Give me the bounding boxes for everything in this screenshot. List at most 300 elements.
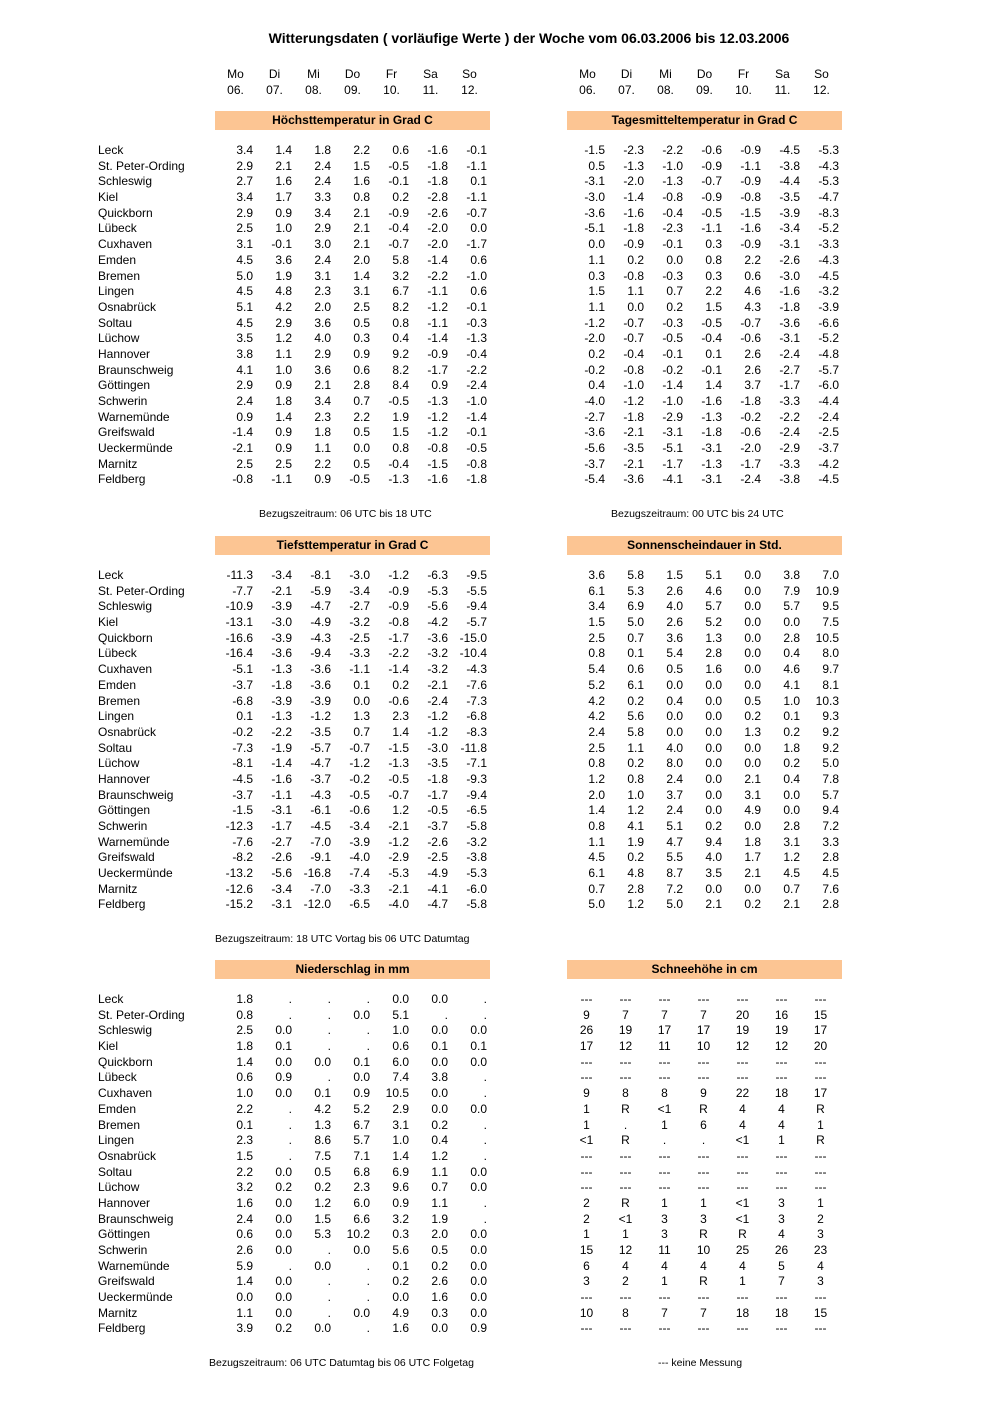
table-cell: --- (736, 1054, 749, 1069)
table-cell: . (366, 1258, 370, 1273)
table-cell: -1.3 (623, 158, 644, 173)
table-cell: --- (736, 1321, 749, 1336)
table-cell: -10.9 (225, 599, 253, 614)
table-cell: -5.5 (466, 583, 487, 598)
table-cell: 1 (622, 1227, 629, 1242)
table-cell: -1.5 (584, 143, 605, 157)
table-cell: -1.5 (740, 205, 761, 220)
table-cell: 17 (696, 1023, 711, 1038)
table-cell: 3.9 (236, 1321, 253, 1336)
table-cell: -2.7 (349, 599, 370, 614)
table-row (220, 378, 492, 394)
table-cell: 0.2 (627, 252, 644, 267)
table-cell: 5.3 (627, 583, 644, 598)
station-name: Ueckermünde (98, 441, 173, 456)
table-cell: -5.1 (662, 441, 683, 456)
table-cell: -3.4 (349, 819, 370, 833)
table-cell: 20 (813, 1039, 828, 1054)
table-cell: --- (619, 1290, 632, 1305)
table-cell: 0.8 (353, 190, 370, 205)
table-cell: 5.7 (353, 1133, 370, 1148)
table-cell: 4.0 (314, 331, 331, 346)
table-cell: 0.0 (705, 771, 722, 786)
table-cell: -1.6 (427, 472, 448, 487)
table-row (220, 756, 492, 772)
table-cell: -0.9 (701, 158, 722, 173)
table-cell: -6.8 (232, 693, 253, 708)
station-name: Osnabrück (98, 724, 157, 739)
table-cell: -4.3 (818, 158, 839, 173)
table-row (220, 772, 492, 788)
table-cell: -0.7 (740, 315, 761, 330)
date-label: 09. (696, 83, 713, 97)
day-label: Di (620, 67, 633, 81)
table-cell: 2.2 (705, 284, 722, 299)
table-cell: 9.2 (392, 346, 409, 361)
station-name: Greifswald (98, 425, 155, 440)
table-cell: -1.2 (388, 568, 409, 582)
station-name: Warnemünde (98, 834, 170, 849)
station-name: Schleswig (98, 1023, 153, 1038)
table-cell: -5.6 (427, 599, 448, 614)
table-cell: -1.2 (427, 709, 448, 724)
table-cell: 0.0 (470, 221, 487, 236)
table-cell: 22 (735, 1086, 750, 1101)
table-cell: 0.0 (470, 1290, 487, 1305)
table-cell: 0.1 (236, 1117, 253, 1132)
table-cell: -0.3 (662, 315, 683, 330)
page-title: Witterungsdaten ( vorläufige Werte ) der Woche vom 06.03.2006 bis 12.03.2006 (268, 30, 790, 46)
table-cell: -3.7 (427, 819, 448, 833)
table-cell: 0.6 (392, 1039, 409, 1054)
table-cell: -2.9 (779, 441, 800, 456)
table-row (567, 1118, 847, 1134)
table-cell: -1.7 (779, 378, 800, 393)
table-cell: 3 (778, 1211, 785, 1226)
table-cell: 9.6 (392, 1180, 409, 1195)
table-row (572, 331, 844, 347)
table-cell: -1.4 (232, 425, 253, 440)
table-cell: 1.5 (588, 284, 605, 299)
table-cell: -3.6 (623, 472, 644, 487)
table-niederschlag (220, 992, 492, 1337)
table-cell: 0.0 (275, 1086, 292, 1101)
table-cell: . (327, 1243, 331, 1257)
table-cell: 7.8 (822, 771, 839, 786)
station-name: Greifswald (98, 1274, 155, 1289)
table-cell: --- (658, 1070, 671, 1085)
table-row (567, 1321, 847, 1337)
table-cell: -4.4 (779, 174, 800, 189)
table-cell: 0.0 (236, 1290, 253, 1305)
table-cell: -9.4 (466, 599, 487, 614)
table-cell: -1.4 (466, 409, 487, 424)
table-row (220, 457, 492, 473)
table-row (220, 316, 492, 332)
table-cell: -1.7 (662, 456, 683, 471)
table-cell: 0.9 (470, 1321, 487, 1336)
table-cell: -1.9 (271, 740, 292, 755)
table-row (220, 1008, 492, 1024)
table-cell: -2.7 (779, 362, 800, 377)
table-cell: 3.1 (783, 834, 800, 849)
table-cell: 4.0 (666, 740, 683, 755)
table-cell: . (483, 1070, 487, 1085)
table-cell: 1 (661, 1195, 668, 1210)
table-cell: -2.1 (427, 677, 448, 692)
table-cell: -8.2 (232, 850, 253, 865)
section-title-mittel: Tagesmitteltemperatur in Grad C (567, 111, 842, 130)
table-cell: 26 (774, 1243, 789, 1257)
table-cell: -3.1 (662, 425, 683, 440)
station-name: Ueckermünde (98, 866, 173, 881)
table-cell: -1.7 (427, 787, 448, 802)
table-cell: -2.2 (271, 724, 292, 739)
table-cell: -2.6 (271, 850, 292, 865)
table-cell: -0.4 (623, 346, 644, 361)
table-cell: 4.8 (275, 284, 292, 299)
table-cell: 1.1 (431, 1164, 448, 1179)
table-cell: 5 (778, 1258, 785, 1273)
table-cell: -1.2 (310, 709, 331, 724)
table-cell: . (483, 1195, 487, 1210)
table-cell: 0.0 (705, 740, 722, 755)
table-cell: 6.7 (392, 284, 409, 299)
table-cell: 0.9 (353, 1086, 370, 1101)
table-cell: -0.5 (701, 205, 722, 220)
table-cell: -0.2 (662, 362, 683, 377)
station-name: Kiel (98, 1039, 119, 1054)
table-cell: 12 (618, 1039, 633, 1054)
table-cell: 3.8 (783, 568, 800, 582)
table-cell: 0.3 (705, 268, 722, 283)
table-cell: 5.7 (822, 787, 839, 802)
table-cell: -15.0 (459, 630, 487, 645)
day-header-right (568, 66, 848, 98)
table-cell: 0.2 (783, 724, 800, 739)
table-cell: -11.8 (460, 740, 487, 755)
table-cell: -3.4 (349, 583, 370, 598)
table-cell: -1.8 (427, 771, 448, 786)
table-cell: -3.3 (779, 394, 800, 408)
table-cell: . (327, 1039, 331, 1054)
table-cell: 0.0 (470, 1274, 487, 1289)
table-cell: 1.0 (275, 221, 292, 236)
table-cell: --- (580, 1164, 593, 1179)
table-cell: -8.1 (232, 756, 253, 771)
table-cell: -1.0 (662, 158, 683, 173)
table-cell: 7.4 (392, 1070, 409, 1085)
table-cell: 2.4 (236, 1211, 253, 1226)
table-cell: -1.3 (662, 174, 683, 189)
table-cell: 4.8 (627, 866, 644, 881)
table-cell: 9.2 (822, 740, 839, 755)
table-cell: -4.5 (310, 819, 331, 833)
table-cell: 7 (778, 1274, 785, 1289)
table-cell: 2.9 (236, 378, 253, 393)
table-cell: -12.6 (225, 881, 253, 896)
table-row (220, 472, 492, 488)
table-cell: -4.5 (818, 268, 839, 283)
table-cell: -0.3 (466, 315, 487, 330)
table-cell: 3.6 (275, 252, 292, 267)
table-cell: 3.1 (744, 787, 761, 802)
table-cell: 0.0 (275, 1305, 292, 1320)
table-cell: 0.8 (588, 819, 605, 833)
table-row (572, 159, 844, 175)
table-cell: -4.1 (427, 881, 448, 896)
date-label: 10. (735, 83, 752, 97)
table-cell: -0.7 (466, 205, 487, 220)
table-cell: 0.2 (392, 190, 409, 205)
table-cell: <1 (735, 1133, 750, 1148)
table-cell: 5.0 (666, 897, 683, 912)
table-cell: -0.2 (740, 409, 761, 424)
day-label: Do (696, 67, 713, 81)
table-row (220, 1023, 492, 1039)
table-cell: 10.2 (346, 1227, 370, 1242)
table-cell: -3.3 (779, 456, 800, 471)
table-cell: 0.9 (275, 441, 292, 456)
table-cell: 1.1 (236, 1305, 253, 1320)
table-cell: -3.9 (310, 693, 331, 708)
table-cell: 0.8 (627, 771, 644, 786)
table-cell: -0.8 (623, 362, 644, 377)
table-cell: -1.4 (427, 252, 448, 267)
table-cell: 7.9 (783, 583, 800, 598)
table-cell: 3.0 (314, 237, 331, 252)
table-cell: 4.3 (744, 299, 761, 314)
station-name: Leck (98, 143, 124, 157)
station-name: Göttingen (98, 803, 151, 818)
day-label: So (814, 67, 829, 81)
table-cell: -4.3 (310, 787, 331, 802)
table-cell: 0.8 (588, 646, 605, 661)
table-cell: 10.9 (815, 583, 839, 598)
table-row (572, 850, 844, 866)
table-cell: 2.1 (314, 378, 331, 393)
table-cell: 1.2 (783, 850, 800, 865)
station-name: Feldberg (98, 1321, 146, 1336)
table-cell: 2.1 (705, 897, 722, 912)
day-label: Di (268, 67, 281, 81)
table-cell: --- (580, 1321, 593, 1336)
table-cell: -6.3 (427, 568, 448, 582)
table-cell: -0.6 (388, 693, 409, 708)
table-cell: 0.2 (627, 756, 644, 771)
table-cell: --- (697, 1321, 710, 1336)
table-cell: 0.5 (588, 158, 605, 173)
table-cell: -2.4 (740, 472, 761, 487)
table-cell: 1.1 (588, 834, 605, 849)
table-row (572, 441, 844, 457)
table-cell: 0.9 (353, 346, 370, 361)
station-name: Osnabrück (98, 299, 157, 314)
table-row (220, 1196, 492, 1212)
table-cell: 2.8 (822, 850, 839, 865)
table-cell: -1.3 (701, 456, 722, 471)
table-cell: -3.6 (271, 646, 292, 661)
table-row (572, 425, 844, 441)
table-cell: 0.9 (275, 205, 292, 220)
table-row (220, 709, 492, 725)
table-cell: 3.8 (431, 1070, 448, 1085)
table-cell: -1.0 (466, 268, 487, 283)
table-cell: -2.5 (427, 850, 448, 865)
table-cell: -1.6 (623, 205, 644, 220)
table-cell: -3.6 (310, 677, 331, 692)
table-cell: 6.6 (353, 1211, 370, 1226)
table-cell: R (621, 1101, 630, 1116)
table-cell: -2.0 (623, 174, 644, 189)
table-cell: R (816, 1101, 825, 1116)
table-cell: 4.5 (236, 284, 253, 299)
table-cell: -7.7 (232, 583, 253, 598)
table-cell: -1.8 (623, 409, 644, 424)
table-cell: 2.4 (314, 174, 331, 189)
table-cell: -1.2 (427, 409, 448, 424)
station-name: Marnitz (98, 456, 138, 471)
table-cell: -0.7 (701, 174, 722, 189)
table-cell: 0.0 (470, 1101, 487, 1116)
table-cell: 0.0 (744, 662, 761, 677)
table-cell: 2.1 (275, 158, 292, 173)
table-cell: 8.7 (666, 866, 683, 881)
table-cell: 0.1 (783, 709, 800, 724)
table-cell: 0.0 (744, 615, 761, 630)
table-cell: 2.8 (783, 630, 800, 645)
table-cell: 0.0 (470, 1227, 487, 1242)
table-cell: -0.2 (584, 362, 605, 377)
table-cell: 1 (583, 1227, 590, 1242)
table-row (220, 159, 492, 175)
station-name: Cuxhaven (98, 662, 153, 677)
table-cell: 12 (735, 1039, 750, 1054)
table-cell: 4.6 (705, 583, 722, 598)
table-cell: -3.4 (271, 881, 292, 896)
table-cell: -1.3 (427, 394, 448, 408)
note-niederschlag: Bezugszeitraum: 06 UTC Datumtag bis 06 UTC Folgetag (209, 1357, 474, 1369)
table-row (567, 1165, 847, 1181)
table-cell: -2.6 (779, 252, 800, 267)
table-cell: 9.7 (822, 662, 839, 677)
table-cell: 1.2 (431, 1148, 448, 1163)
table-cell: -5.3 (388, 866, 409, 881)
table-cell: --- (658, 1180, 671, 1195)
table-cell: 7 (700, 1007, 707, 1022)
table-row (220, 866, 492, 882)
table-cell: 3.1 (314, 268, 331, 283)
table-cell: 2.5 (353, 299, 370, 314)
table-cell: 4.5 (236, 252, 253, 267)
table-cell: -0.5 (701, 315, 722, 330)
table-cell: -16.4 (225, 646, 253, 661)
table-cell: -3.1 (584, 174, 605, 189)
table-row (567, 1055, 847, 1071)
table-cell: 1.2 (392, 803, 409, 818)
table-cell: --- (697, 1180, 710, 1195)
table-cell: 1.2 (627, 897, 644, 912)
table-cell: -3.6 (584, 205, 605, 220)
table-cell: -3.0 (779, 268, 800, 283)
table-cell: 9.3 (822, 709, 839, 724)
table-cell: --- (619, 1321, 632, 1336)
table-cell: 0.8 (236, 1007, 253, 1022)
table-cell: -9.1 (310, 850, 331, 865)
table-cell: 2.8 (822, 897, 839, 912)
table-cell: 5.4 (666, 646, 683, 661)
table-cell: -1.4 (623, 190, 644, 205)
station-name: Emden (98, 252, 137, 267)
table-cell: . (483, 1086, 487, 1101)
table-cell: -0.1 (388, 174, 409, 189)
table-row (567, 1243, 847, 1259)
station-name: Soltau (98, 740, 133, 755)
table-cell: -0.1 (466, 425, 487, 440)
table-cell: 0.4 (666, 693, 683, 708)
table-row (572, 190, 844, 206)
table-cell: 3.2 (236, 1180, 253, 1195)
table-cell: -2.9 (388, 850, 409, 865)
table-row (567, 1306, 847, 1322)
table-cell: -3.9 (779, 205, 800, 220)
table-cell: 0.0 (666, 724, 683, 739)
table-cell: 2.3 (392, 709, 409, 724)
table-cell: 0.6 (236, 1227, 253, 1242)
table-cell: 1 (661, 1117, 668, 1132)
table-cell: --- (580, 1290, 593, 1305)
table-cell: <1 (735, 1211, 750, 1226)
table-row (567, 1023, 847, 1039)
table-cell: -2.9 (662, 409, 683, 424)
table-cell: 1.1 (275, 346, 292, 361)
table-cell: -3.7 (232, 787, 253, 802)
station-name: Lingen (98, 284, 135, 299)
table-cell: -0.7 (388, 237, 409, 252)
table-cell: -3.1 (779, 331, 800, 346)
table-cell: . (288, 1117, 292, 1132)
table-cell: 7.6 (822, 881, 839, 896)
table-row (220, 631, 492, 647)
table-cell: 12 (618, 1243, 633, 1257)
table-cell: 2.0 (588, 787, 605, 802)
table-cell: --- (658, 992, 671, 1006)
table-row (572, 599, 844, 615)
table-cell: 2.5 (236, 456, 253, 471)
table-cell: 0.7 (627, 630, 644, 645)
table-cell: 4 (778, 1117, 785, 1132)
date-label: 11. (774, 83, 791, 97)
table-cell: 5.9 (236, 1258, 253, 1273)
table-row (567, 1039, 847, 1055)
table-cell: -4.3 (818, 252, 839, 267)
table-cell: 3.4 (236, 190, 253, 205)
table-cell: -0.9 (388, 583, 409, 598)
station-name: St. Peter-Ording (98, 1007, 185, 1022)
table-cell: -1.2 (584, 315, 605, 330)
table-row (220, 206, 492, 222)
table-cell: -4.4 (818, 394, 839, 408)
table-row (220, 284, 492, 300)
table-cell: 0.0 (705, 724, 722, 739)
table-cell: -1.6 (701, 394, 722, 408)
table-cell: -1.8 (779, 299, 800, 314)
table-row (567, 1070, 847, 1086)
table-row (572, 709, 844, 725)
table-cell: 0.0 (275, 1054, 292, 1069)
station-list-block-2 (98, 568, 185, 913)
table-cell: 0.0 (744, 568, 761, 582)
